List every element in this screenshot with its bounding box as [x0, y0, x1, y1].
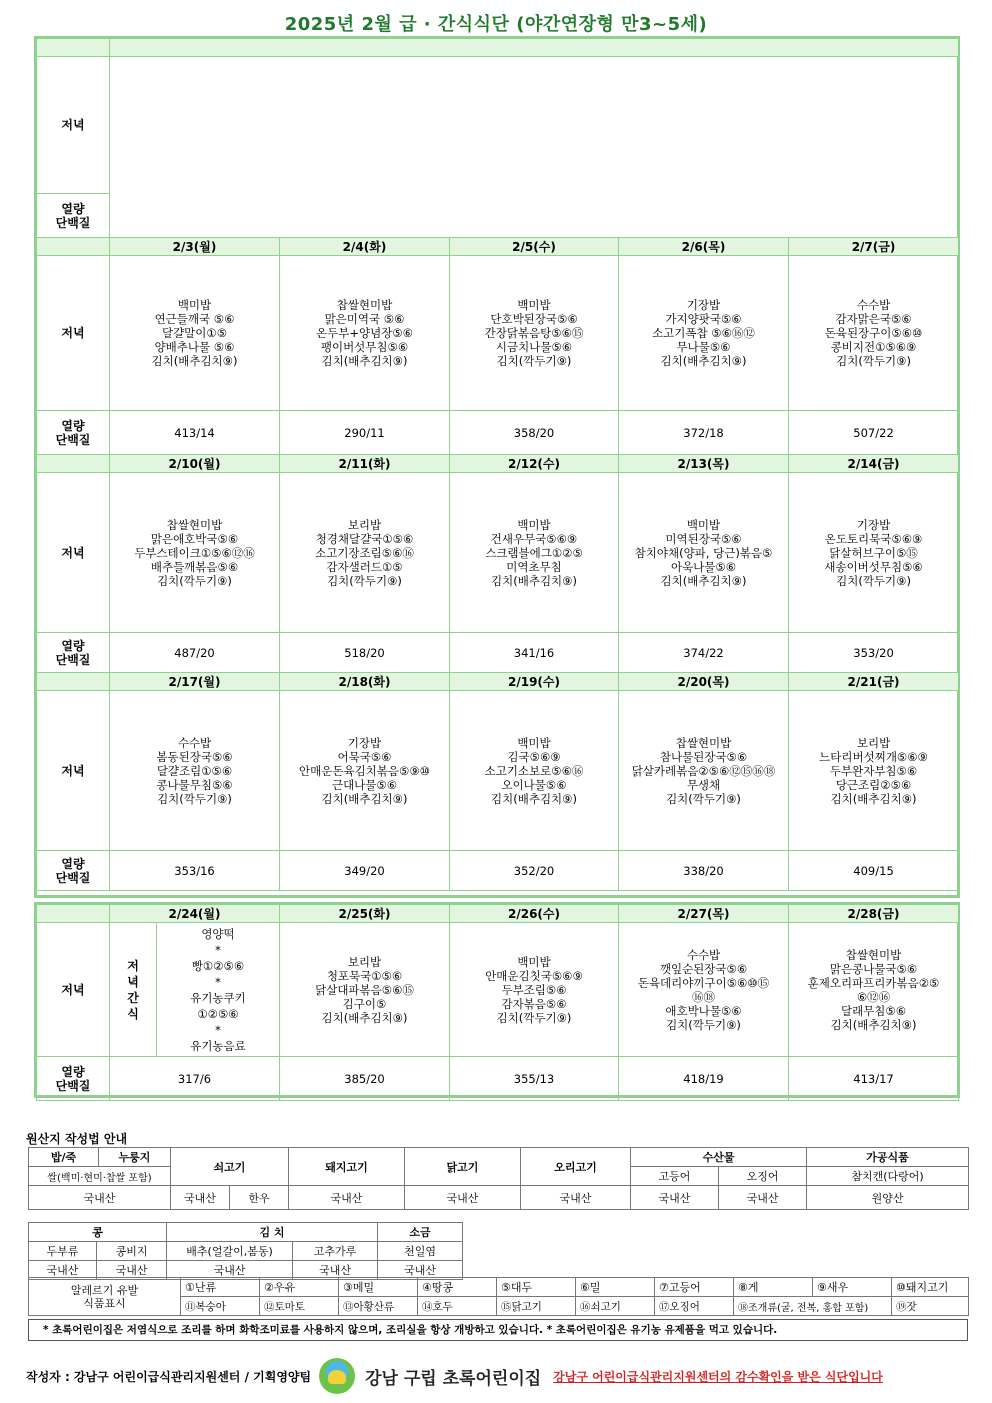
menu-item: 김치(깍두기⑨): [157, 791, 232, 806]
nutrition-value: 352/20: [450, 851, 619, 891]
salt-header: 소금: [378, 1223, 463, 1242]
menu-item: 달걀말이①⑤: [161, 326, 228, 340]
allergen-item: ④땅콩: [418, 1278, 497, 1297]
date-header: 2/14(금): [789, 455, 959, 473]
chicken-header: 닭고기: [405, 1148, 521, 1186]
menu-item: 김치(배추김치⑨): [321, 1010, 408, 1025]
daycare-logo-icon: [319, 1358, 355, 1394]
nutrition-label: [37, 194, 110, 238]
menu-item: 스크램블에그①②⑤: [485, 545, 583, 560]
mackerel-label: 고등어: [631, 1167, 719, 1186]
menu-item: 보리밥: [856, 735, 891, 750]
pepper-origin: 국내산: [293, 1261, 378, 1280]
origin-section-title: 원산지 작성법 안내: [26, 1132, 128, 1146]
kongbiji-label: 콩비지: [97, 1242, 167, 1261]
menu-cell: [619, 691, 789, 851]
allergen-item: ⑥밀: [576, 1278, 655, 1297]
menu-item: 돈육된장구이⑤⑥⑩: [824, 326, 923, 340]
menu-item: 감자맑은국⑤⑥: [835, 312, 912, 326]
menu-item: 콩비지전①⑤⑥⑨: [830, 340, 917, 354]
menu-item: 백미밥: [177, 298, 212, 312]
menu-cell: [619, 923, 789, 1057]
squid-label: 오징어: [719, 1167, 807, 1186]
nutrition-value: 353/16: [110, 851, 280, 891]
menu-item: 백미밥: [517, 298, 551, 312]
dinner-label: 저녁: [37, 57, 110, 194]
allergen-item: ⑦고등어: [655, 1278, 734, 1297]
menu-item: 감자볶음⑤⑥: [501, 996, 567, 1011]
menu-item: 백미밥: [686, 517, 721, 532]
menu-cell: [619, 256, 789, 411]
menu-item: 무나물⑤⑥: [676, 340, 731, 354]
allergen-item: ⑬아황산류: [339, 1297, 418, 1316]
date-header: 2/28(금): [789, 905, 959, 923]
nutrition-label-line2: 단백질: [55, 215, 91, 230]
duck-origin: 국내산: [521, 1186, 631, 1210]
menu-table-last-week: [36, 904, 959, 1101]
nutrition-label: [37, 411, 110, 455]
center-name: 강남 구립 초록어린이집: [365, 1368, 542, 1389]
menu-item: 맑은미역국 ⑤⑥: [324, 312, 405, 326]
processed-header: 가공식품: [807, 1148, 969, 1167]
menu-item: 간장닭볶음탕⑤⑥⑮: [484, 326, 584, 340]
date-header: 2/12(수): [450, 455, 619, 473]
beef-origin-breed: 한우: [248, 1192, 270, 1205]
menu-item: ①②⑤⑥: [197, 1006, 239, 1021]
menu-item: 소고기폭찹 ⑤⑥⑯⑫: [652, 326, 755, 340]
menu-item: 온두부+양념장⑤⑥: [316, 326, 413, 340]
menu-item: *: [215, 942, 221, 957]
page-title: 2025년 2월 급 · 간식식단 (야간연장형 만3~5세): [284, 14, 708, 35]
nutrition-value: 358/20: [450, 411, 619, 455]
nutrition-value: 385/20: [280, 1057, 450, 1101]
menu-item: 미역초무침: [506, 559, 562, 574]
menu-item: 수수밥: [686, 947, 721, 962]
empty-corner: [37, 39, 110, 57]
menu-cell: [157, 923, 280, 1057]
menu-item: 김치(배추김치⑨): [660, 573, 747, 588]
menu-item: *: [215, 1022, 221, 1037]
cabbage-origin: 국내산: [167, 1261, 293, 1280]
allergen-item: ⑤대두: [497, 1278, 576, 1297]
kimchi-header: 김 치: [167, 1223, 378, 1242]
nutrition-value: 317/6: [110, 1057, 280, 1101]
empty-nutrition-block: [110, 194, 959, 238]
empty-menu-block: [110, 57, 959, 194]
menu-item: 김치(깍두기⑨): [157, 573, 232, 588]
nutrition-value: 487/20: [110, 633, 280, 673]
salt-origin: 국내산: [378, 1261, 463, 1280]
date-header: 2/17(월): [110, 673, 280, 691]
allergen-item: ⑰오징어: [655, 1297, 734, 1316]
date-header: 2/25(화): [280, 905, 450, 923]
menu-item: 두부완자부침⑤⑥: [829, 763, 918, 778]
menu-item: 애호박나물⑤⑥: [665, 1003, 742, 1018]
menu-item: 배추들깨볶음⑤⑥: [150, 559, 239, 574]
allergen-item: ⑮닭고기: [497, 1297, 576, 1316]
menu-item: 깻잎순된장국⑤⑥: [659, 961, 748, 976]
date-header: 2/7(금): [789, 238, 959, 256]
allergen-label: [29, 1278, 181, 1316]
beef-header: 쇠고기: [171, 1148, 289, 1186]
allergen-item: ⑪복숭아: [181, 1297, 260, 1316]
menu-item: 기장밥: [686, 298, 721, 312]
bean-header: 콩: [29, 1223, 167, 1242]
nutrition-value: 374/22: [619, 633, 789, 673]
menu-item: 수수밥: [177, 735, 212, 750]
chicken-origin: 국내산: [405, 1186, 521, 1210]
menu-item: 김치(배추김치⑨): [321, 354, 408, 368]
menu-item: 김치(깍두기⑨): [836, 573, 911, 588]
menu-item: 김치(깍두기⑨): [327, 573, 402, 588]
menu-item: 무생채: [686, 777, 721, 792]
review-confirmation: 강남구 어린이급식관리지원센터의 감수확인을 받은 식단입니다: [553, 1369, 883, 1384]
date-header: 2/26(수): [450, 905, 619, 923]
allergen-item: ①난류: [181, 1278, 260, 1297]
dinner-snack-label-text: 저녁간식: [127, 958, 139, 1021]
nutrition-value: 341/16: [450, 633, 619, 673]
menu-cell: [280, 691, 450, 851]
cabbage-label: 배추(얼갈이,봄동): [167, 1242, 293, 1261]
date-header: 2/11(화): [280, 455, 450, 473]
menu-item: *: [215, 974, 221, 989]
menu-item: 유기농음료: [190, 1038, 246, 1053]
nutrition-value: 349/20: [280, 851, 450, 891]
menu-item: 기장밥: [856, 517, 891, 532]
empty-date-header: [110, 39, 959, 57]
menu-item: 김치(배추김치⑨): [491, 791, 577, 806]
menu-cell: [280, 923, 450, 1057]
menu-item: 보리밥: [347, 517, 382, 532]
nutrition-label-line1: 열량: [61, 418, 85, 433]
menu-item: 김국⑤⑥⑨: [507, 749, 561, 764]
menu-cell: [110, 691, 280, 851]
nutrition-label-line2: 단백질: [55, 870, 91, 885]
allergen-item: ⑯쇠고기: [576, 1297, 655, 1316]
menu-item: 안매운돈육김치볶음⑤⑨⑩: [299, 763, 430, 778]
menu-cell: [110, 473, 280, 633]
menu-item: 새송이버섯무침⑤⑥: [824, 559, 923, 574]
date-header: 2/18(화): [280, 673, 450, 691]
menu-item: 백미밥: [517, 954, 551, 969]
rice-header: 밥/죽: [29, 1148, 99, 1167]
menu-item: 소고기소보로⑤⑥⑯: [484, 763, 584, 778]
date-header: 2/19(수): [450, 673, 619, 691]
menu-item: 김구이⑤: [342, 996, 387, 1011]
tuna-origin: 원양산: [807, 1186, 969, 1210]
nutrition-value: 518/20: [280, 633, 450, 673]
allergen-item: ③메밀: [339, 1278, 418, 1297]
menu-item: 백미밥: [517, 735, 551, 750]
menu-item: 닭살카레볶음②⑤⑥⑫⑮⑯⑱: [631, 763, 776, 778]
origin-table-other: [28, 1222, 463, 1280]
menu-item: 온도토리묵국⑤⑥⑨: [824, 531, 923, 546]
menu-item: 양배추나물 ⑤⑥: [154, 340, 235, 354]
menu-item: 김치(깍두기⑨): [666, 791, 741, 806]
allergen-item: ②우유: [260, 1278, 339, 1297]
menu-item: 닭살허브구이⑤⑮: [829, 545, 918, 560]
allergen-item: ⑩돼지고기: [892, 1278, 969, 1297]
dinner-label: 저녁: [37, 691, 110, 851]
menu-item: 보리밥: [347, 954, 382, 969]
allergen-item: ⑨새우: [813, 1278, 892, 1297]
menu-cell: [110, 256, 280, 411]
menu-item: 두부조림⑤⑥: [501, 982, 567, 997]
allergen-item: ⑱조개류(굴, 전복, 홍합 포함): [734, 1297, 892, 1316]
date-header-corner: [37, 455, 110, 473]
menu-cell: [789, 256, 959, 411]
nutrition-value: 290/11: [280, 411, 450, 455]
menu-item: 달걀조림①⑤⑥: [156, 763, 233, 778]
date-header: 2/20(목): [619, 673, 789, 691]
nutrition-label: [37, 633, 110, 673]
menu-item: 영양떡: [201, 926, 235, 941]
menu-item: 훈제오리파프리카볶음②⑤: [807, 975, 940, 990]
beef-origin: [171, 1186, 289, 1210]
allergen-item: ⑧게: [734, 1278, 813, 1297]
menu-item: 김치(배추김치⑨): [151, 354, 238, 368]
pepper-label: 고추가루: [293, 1242, 378, 1261]
menu-item: 느타리버섯찌개⑤⑥⑨: [819, 749, 928, 764]
menu-item: 김치(깍두기⑨): [496, 354, 572, 368]
menu-item: 김치(배추김치⑨): [830, 1017, 917, 1032]
menu-item: 김치(깍두기⑨): [666, 1017, 741, 1032]
menu-item: 당근조림②⑤⑥: [835, 777, 912, 792]
menu-item: 참치야채(양파, 당근)볶음⑤: [634, 545, 773, 560]
dinner-label: 저녁: [37, 923, 110, 1057]
date-header: 2/3(월): [110, 238, 280, 256]
allergen-item: ⑲잣: [892, 1297, 969, 1316]
menu-item: 달래무침⑤⑥: [840, 1003, 907, 1018]
squid-origin: 국내산: [719, 1186, 807, 1210]
tuna-label: 참치캔(다랑어): [807, 1167, 969, 1186]
menu-item: 팽이버섯무침⑤⑥: [320, 340, 409, 354]
menu-item: 단호박된장국⑤⑥: [490, 312, 578, 326]
menu-item: 유기농쿠키: [190, 990, 246, 1005]
date-header: 2/24(월): [110, 905, 280, 923]
nutrition-label-line1: 열량: [61, 201, 85, 216]
nutrition-label-line2: 단백질: [55, 432, 91, 447]
menu-item: 돈육데리야끼구이⑤⑥⑩⑮: [637, 975, 770, 990]
menu-item: 청경채달걀국①⑤⑥: [315, 531, 414, 546]
date-header: 2/5(수): [450, 238, 619, 256]
menu-item: 김치(배추김치⑨): [491, 573, 577, 588]
pork-header: 돼지고기: [289, 1148, 405, 1186]
nutrition-value: 353/20: [789, 633, 959, 673]
menu-item: 연근들깨국 ⑤⑥: [154, 312, 235, 326]
allergen-label-text: 알레르기 유발 식품표시: [70, 1283, 139, 1310]
menu-item: 닭살대파볶음⑤⑥⑮: [315, 982, 414, 997]
beef-origin-country: 국내산: [171, 1186, 230, 1209]
menu-item: ⑥⑫⑯: [856, 989, 891, 1004]
mackerel-origin: 국내산: [631, 1186, 719, 1210]
nutrition-value: 372/18: [619, 411, 789, 455]
dinner-label: 저녁: [37, 256, 110, 411]
menu-item: 근대나물⑤⑥: [331, 777, 398, 792]
menu-item: 김치(배추김치⑨): [321, 791, 408, 806]
menu-cell: [789, 691, 959, 851]
nutrition-label-line1: 열량: [61, 856, 85, 871]
menu-item: 백미밥: [517, 517, 551, 532]
menu-item: 감자샐러드①⑤: [326, 559, 403, 574]
date-header-corner: [37, 673, 110, 691]
nutrition-label-line2: 단백질: [55, 652, 91, 667]
date-header: 2/27(목): [619, 905, 789, 923]
tofu-origin: 국내산: [29, 1261, 97, 1280]
date-header-corner: [37, 905, 110, 923]
menu-item: 어묵국⑤⑥: [337, 749, 392, 764]
menu-item: 기장밥: [347, 735, 382, 750]
menu-item: 수수밥: [856, 298, 891, 312]
menu-item: 찹쌀현미밥: [675, 735, 732, 750]
date-header: 2/13(목): [619, 455, 789, 473]
menu-item: 김치(배추김치⑨): [830, 791, 917, 806]
rice-subheader: 쌀(백미·현미·찹쌀 포함): [29, 1167, 171, 1186]
menu-cell: [789, 923, 959, 1057]
menu-cell: [280, 256, 450, 411]
nutrition-label: [37, 851, 110, 891]
menu-item: 시금치나물⑤⑥: [495, 340, 573, 354]
nurungji-header: 누룽지: [99, 1148, 171, 1167]
menu-item: 아욱나물⑤⑥: [670, 559, 737, 574]
menu-item: 안매운김칫국⑤⑥⑨: [485, 968, 583, 983]
menu-item: 찹쌀현미밥: [845, 947, 902, 962]
allergen-item: ⑭호두: [418, 1297, 497, 1316]
nutrition-value: 338/20: [619, 851, 789, 891]
nutrition-label-line2: 단백질: [55, 1078, 91, 1093]
nutrition-value: 413/14: [110, 411, 280, 455]
duck-header: 오리고기: [521, 1148, 631, 1186]
footer: [26, 1358, 966, 1394]
menu-item: 참나물된장국⑤⑥: [659, 749, 748, 764]
date-header: 2/4(화): [280, 238, 450, 256]
nutrition-label-line1: 열량: [61, 638, 85, 653]
menu-cell: [450, 923, 619, 1057]
rice-origin: 국내산: [29, 1186, 171, 1210]
seafood-header: 수산물: [631, 1148, 807, 1167]
menu-cell: [619, 473, 789, 633]
date-header: 2/6(목): [619, 238, 789, 256]
menu-item: 콩나물무침⑤⑥: [156, 777, 233, 792]
salt-type: 천일염: [378, 1242, 463, 1261]
nutrition-value: 418/19: [619, 1057, 789, 1101]
allergen-item: ⑫토마토: [260, 1297, 339, 1316]
menu-item: 두부스테이크①⑤⑥⑫⑯: [134, 545, 255, 560]
menu-item: 김치(깍두기⑨): [836, 354, 911, 368]
menu-item: 김치(깍두기⑨): [496, 1010, 572, 1025]
menu-item: 찹쌀현미밥: [336, 298, 393, 312]
nutrition-label-line1: 열량: [61, 1064, 85, 1079]
menu-cell: [280, 473, 450, 633]
menu-item: 봄동된장국⑤⑥: [156, 749, 233, 764]
notice-box: * 초록어린이집은 저염식으로 조리를 하며 화학조미료를 사용하지 않으며, 조리실을 항상 개방하고 있습니다. * 초록어린이집은 유기농 유제품을 먹고 있습니다.: [28, 1319, 968, 1341]
date-header: 2/10(월): [110, 455, 280, 473]
menu-item: 김치(배추김치⑨): [660, 354, 747, 368]
menu-item: ⑯⑱: [692, 989, 715, 1004]
dinner-snack-label: [110, 923, 157, 1057]
allergen-table: [28, 1277, 969, 1316]
menu-item: 맑은애호박국⑤⑥: [150, 531, 239, 546]
author-text: 작성자 : 강남구 어린이급식관리지원센터 / 기획영양팀: [26, 1369, 312, 1384]
nutrition-value: 507/22: [789, 411, 959, 455]
nutrition-value: 409/15: [789, 851, 959, 891]
nutrition-value: 355/13: [450, 1057, 619, 1101]
menu-cell: [450, 256, 619, 411]
nutrition-label: [37, 1057, 110, 1101]
menu-item: 청포묵국①⑤⑥: [326, 968, 403, 983]
dinner-label: 저녁: [37, 473, 110, 633]
date-header-corner: [37, 238, 110, 256]
menu-item: 미역된장국⑤⑥: [665, 531, 742, 546]
menu-cell: [450, 691, 619, 851]
tofu-label: 두부류: [29, 1242, 97, 1261]
menu-item: 건새우무국⑤⑥⑨: [490, 531, 578, 546]
origin-table-meat: [28, 1147, 969, 1210]
menu-item: 빵①②⑤⑥: [191, 958, 245, 973]
menu-item: 오이나물⑤⑥: [501, 777, 567, 792]
menu-cell: [450, 473, 619, 633]
date-header: 2/21(금): [789, 673, 959, 691]
menu-item: 가지양팟국⑤⑥: [665, 312, 742, 326]
menu-cell: [789, 473, 959, 633]
menu-item: 찹쌀현미밥: [166, 517, 223, 532]
nutrition-value: 413/17: [789, 1057, 959, 1101]
pork-origin: 국내산: [289, 1186, 405, 1210]
menu-table: [36, 38, 959, 891]
menu-item: 소고기장조림⑤⑥⑯: [315, 545, 414, 560]
menu-item: 맑은콩나물국⑤⑥: [829, 961, 918, 976]
kongbiji-origin: 국내산: [97, 1261, 167, 1280]
